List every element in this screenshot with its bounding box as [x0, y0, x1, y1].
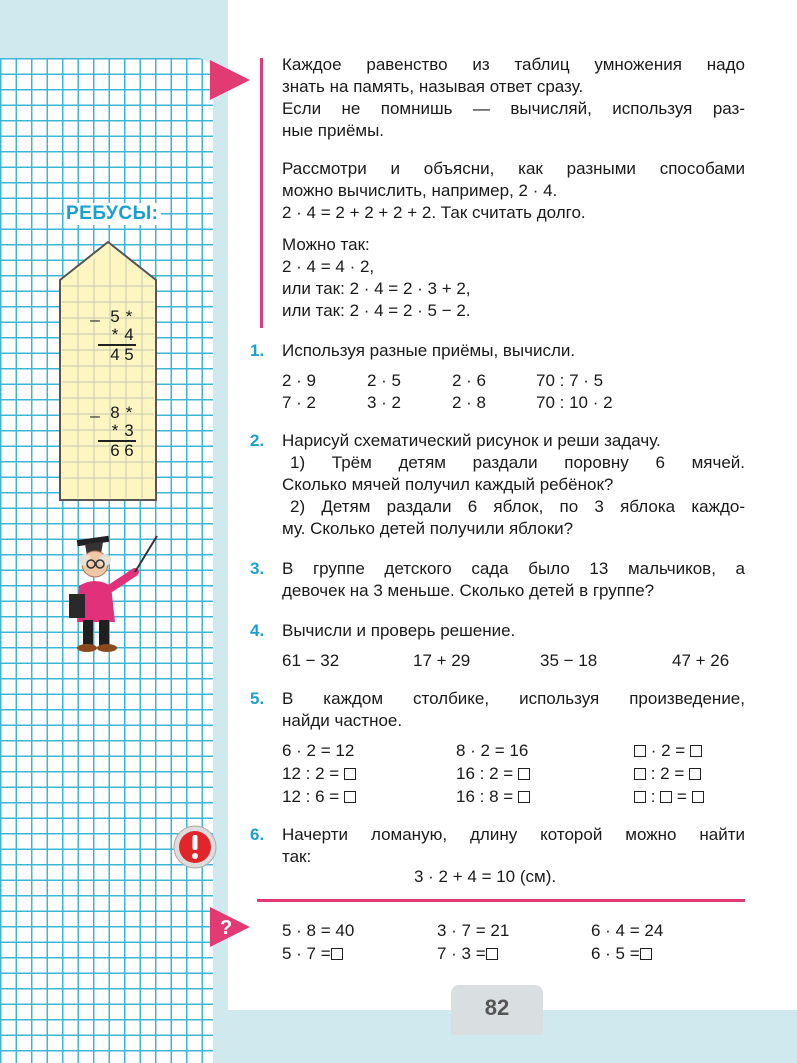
teacher-illustration-icon	[65, 530, 165, 655]
question-item	[282, 943, 343, 965]
intro-line: Рассмотри и объясни, как разными способами	[282, 159, 745, 178]
rebus-house	[58, 240, 158, 502]
rebus1-r3-a: 4	[110, 345, 120, 364]
task-text: найди частное.	[282, 711, 403, 730]
task-text: девочек на 3 меньше. Сколько детей в группе?	[282, 581, 655, 600]
answer-box[interactable]	[344, 791, 356, 803]
task5-col2	[456, 763, 530, 785]
task5-col1	[282, 786, 356, 808]
answer-box[interactable]	[634, 768, 646, 780]
rebus1-r2-a: *	[111, 325, 119, 344]
question-item: 3 · 7 = 21	[437, 921, 510, 940]
task-number: 1.	[250, 341, 265, 360]
task5-eq: 12 : 2 =	[282, 764, 340, 783]
task5-eq: =	[676, 787, 687, 806]
task1-item: 2 · 6	[452, 371, 487, 390]
question-horizontal-rule	[257, 899, 745, 902]
task5-eq: : 2 =	[646, 764, 685, 783]
task5-col3	[634, 786, 704, 808]
question-eq: 6 · 5 =	[591, 944, 640, 963]
answer-box[interactable]	[518, 768, 530, 780]
intro-line: 2 · 4 = 2 + 2 + 2 + 2. Так считать долго.	[282, 203, 586, 222]
rebus2-r2-a: *	[111, 421, 119, 440]
intro-line: или так: 2 · 4 = 2 · 3 + 2,	[282, 279, 471, 298]
task-text: Начерти ломаную, длину которой можно найти	[282, 825, 745, 844]
task-text: В каждом столбике, используя произведение,	[282, 689, 745, 708]
task5-eq: 16 : 2 =	[456, 764, 514, 783]
rebus2-r2-b: 3	[124, 421, 134, 440]
answer-box[interactable]	[689, 768, 701, 780]
task4-item: 47 + 26	[672, 651, 730, 670]
question-mark-text: ?	[220, 917, 233, 939]
task1-item: 2 · 8	[452, 393, 487, 412]
task5-eq: · 2 =	[646, 741, 686, 760]
rebus1-minus: _	[90, 303, 100, 322]
task5-eq: 12 : 6 =	[282, 787, 340, 806]
task-number: 5.	[250, 689, 265, 708]
task5-col1	[282, 763, 356, 785]
question-item: 5 · 8 = 40	[282, 921, 355, 940]
task6-formula: 3 · 2 + 4 = 10 (см).	[414, 867, 557, 886]
task-text: му. Сколько детей получили яблоки?	[282, 519, 574, 538]
task1-item: 2 · 9	[282, 371, 317, 390]
task4-item: 35 − 18	[540, 651, 598, 670]
task5-col1	[282, 740, 354, 762]
intro-line: Каждое равенство из таблиц умножения надо	[282, 55, 745, 74]
question-eq: 5 · 7 =	[282, 944, 331, 963]
task-text: Используя разные приёмы, вычисли.	[282, 341, 576, 360]
task-number: 2.	[250, 431, 265, 450]
task-text: Вычисли и проверь решение.	[282, 621, 516, 640]
question-item	[437, 943, 498, 965]
intro-line: 2 · 4 = 4 · 2,	[282, 257, 375, 276]
intro-line: Если не помнишь — вычисляй, используя раз-	[282, 99, 745, 118]
task1-item: 3 · 2	[367, 393, 402, 412]
task5-col3	[634, 740, 702, 762]
task-text: 2) Детям раздали 6 яблок, по 3 яблока каждо-	[290, 497, 745, 516]
task-number: 6.	[250, 825, 265, 844]
pink-arrow-icon	[208, 58, 252, 102]
page-number: 82	[484, 995, 510, 1020]
answer-box[interactable]	[660, 791, 672, 803]
question-marker-icon	[208, 905, 252, 949]
task-number: 4.	[250, 621, 265, 640]
task1-item: 2 · 5	[367, 371, 402, 390]
task-text: 1) Трём детям раздали поровну 6 мячей.	[290, 453, 745, 472]
task4-item: 61 − 32	[282, 651, 340, 670]
task5-eq: 8 · 2 = 16	[456, 741, 529, 760]
answer-box[interactable]	[692, 791, 704, 803]
intro-line: или так: 2 · 4 = 2 · 5 − 2.	[282, 301, 471, 320]
task1-item: 70 : 10 · 2	[536, 393, 613, 412]
rebus1-r1-a: 5	[110, 307, 120, 326]
rebus2-r3-a: 6	[110, 441, 120, 460]
answer-box[interactable]	[518, 791, 530, 803]
intro-line: знать на память, называя ответ сразу.	[282, 77, 584, 96]
task-text: так:	[282, 847, 312, 866]
task5-eq: 16 : 8 =	[456, 787, 514, 806]
task5-eq: 6 · 2 = 12	[282, 741, 355, 760]
task-text: Сколько мячей получил каждый ребёнок?	[282, 475, 614, 494]
task-number: 3.	[250, 559, 265, 578]
task1-item: 70 : 7 · 5	[536, 371, 604, 390]
answer-box[interactable]	[344, 768, 356, 780]
rebus2-minus: _	[90, 399, 100, 418]
task4-item: 17 + 29	[413, 651, 471, 670]
rebus2-r3-b: 6	[124, 441, 134, 460]
answer-box[interactable]	[640, 948, 652, 960]
task-text: Нарисуй схематический рисунок и реши задачу.	[282, 431, 661, 450]
intro-vertical-rule	[260, 58, 263, 328]
task5-col3	[634, 763, 701, 785]
rebus2-r1-b: *	[125, 403, 133, 422]
rebus-title: РЕБУСЫ:	[66, 203, 159, 224]
task5-col2	[456, 740, 528, 762]
answer-box[interactable]	[634, 791, 646, 803]
answer-box[interactable]	[634, 745, 646, 757]
exclamation-icon	[172, 824, 218, 870]
intro-line: ные приёмы.	[282, 121, 385, 140]
answer-box[interactable]	[331, 948, 343, 960]
rebus1-r2-b: 4	[124, 325, 134, 344]
task1-item: 7 · 2	[282, 393, 317, 412]
question-eq: 7 · 3 =	[437, 944, 486, 963]
rebus1-r1-b: *	[125, 307, 133, 326]
intro-line: Можно так:	[282, 235, 370, 254]
answer-box[interactable]	[486, 948, 498, 960]
task5-col2	[456, 786, 530, 808]
task-text: В группе детского сада было 13 мальчиков, а	[282, 559, 745, 578]
rebus1-r3-b: 5	[124, 345, 134, 364]
intro-line: можно вычислить, например, 2 · 4.	[282, 181, 558, 200]
house-shape-icon	[58, 240, 158, 502]
question-item	[591, 943, 652, 965]
question-item: 6 · 4 = 24	[591, 921, 664, 940]
answer-box[interactable]	[690, 745, 702, 757]
task5-eq: :	[646, 787, 656, 806]
rebus2-r1-a: 8	[110, 403, 120, 422]
